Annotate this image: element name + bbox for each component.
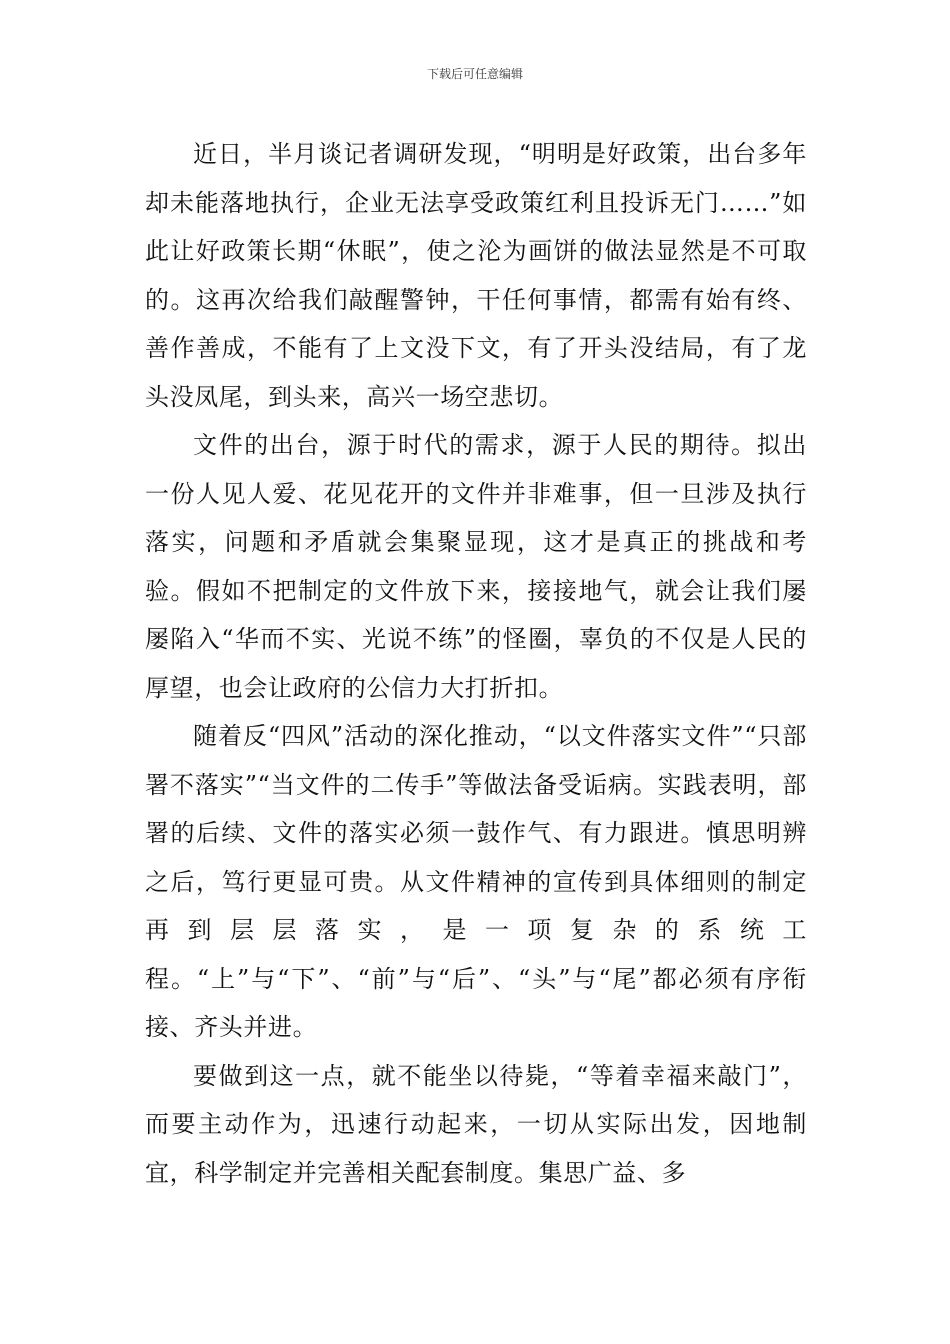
paragraph-2: 文件的出台，源于时代的需求，源于人民的期待。拟出一份人见人爱、花见花开的文件并非难事，但一旦涉及执行落实，问题和矛盾就会集聚显现，这才是真正的挑战和考验。假如不把制定的文件放下来，接接地气，就会让我们屡屡陷入“华而不实、光说不练”的怪圈，辜负的不仅是人民的厚望，也会让政府的公信力大打折扣。 [145, 431, 807, 702]
document-body [145, 130, 807, 1197]
paragraph-4: 要做到这一点，就不能坐以待毙，“等着幸福来敲门”，而要主动作为，迅速行动起来，一切从实际出发，因地制宜，科学制定并完善相关配套制度。集思广益、多 [145, 1061, 807, 1187]
paragraph-3: 随着反“四风”活动的深化推动，“以文件落实文件”“只部署不落实”“当文件的二传手”等做法备受诟病。实践表明，部署的后续、文件的落实必须一鼓作气、有力跟进。慎思明辨之后，笃行更显可贵。从文件精神的宣传到具体细则的制定再到层层落实，是一项复杂的系统工程。“上”与“下”、“前”与“后”、“头”与“尾”都必须有序衔接、齐头并进。 [145, 722, 807, 1041]
paragraph-1: 近日，半月谈记者调研发现，“明明是好政策，出台多年却未能落地执行，企业无法享受政策红利且投诉无门……”如此让好政策长期“休眠”，使之沦为画饼的做法显然是不可取的。这再次给我们敲醒警钟，干任何事情，都需有始有终、善作善成，不能有了上文没下文，有了开头没结局，有了龙头没凤尾，到头来，高兴一场空悲切。 [145, 140, 807, 411]
page-header: 下载后可任意编辑 [426, 67, 523, 81]
